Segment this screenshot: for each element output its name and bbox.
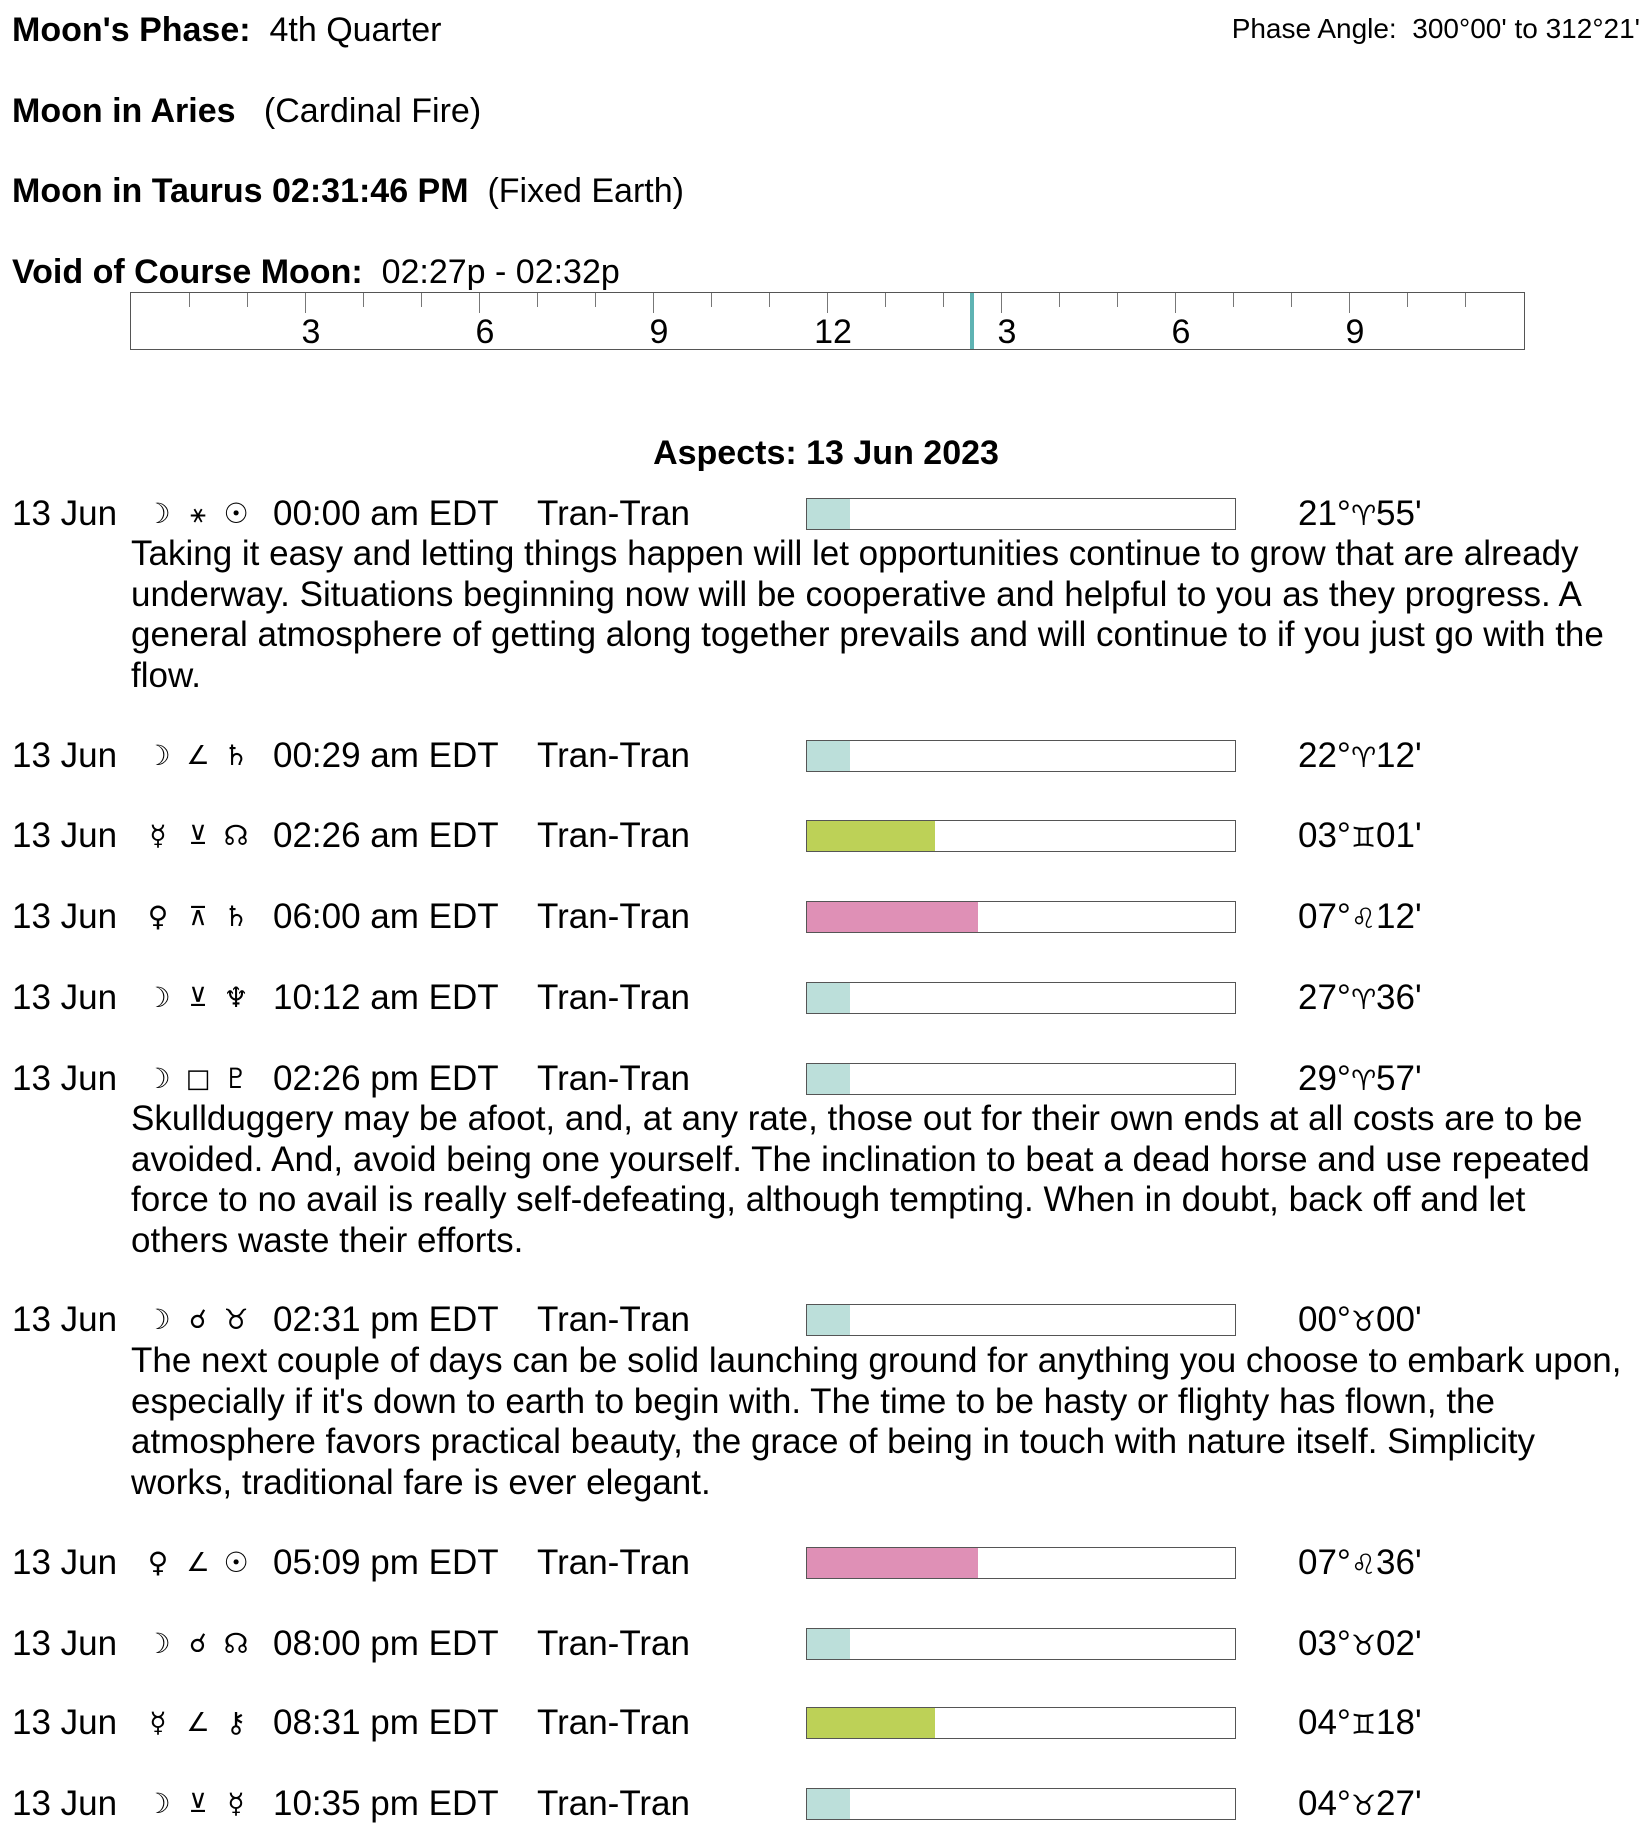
moon-sign-taurus [12, 171, 684, 211]
aspect-date: 13 Jun [12, 1784, 118, 1823]
aspect-row [0, 1543, 1652, 1583]
aspect-row [0, 1784, 1652, 1824]
aspect-position [1298, 1784, 1422, 1826]
aspect-type: Tran-Tran [537, 1300, 690, 1339]
zodiac-sign-icon: ♈ [1350, 499, 1377, 532]
aspect-interpretation: The next couple of days can be solid launching ground for anything you choose to embark upon, especially if it's down to earth to begin with. The time to be hasty or flighty has flown, the atmosphere favors practical beauty, the grace of being in touch with nature itself. Simplicity works, traditional fare is ever elegant. [131, 1341, 1622, 1502]
aspect-strength-bar [806, 1628, 1236, 1660]
aspect-row [0, 1300, 1652, 1340]
position-minutes: 02' [1376, 1624, 1422, 1663]
aspect-row [0, 1624, 1652, 1664]
aspect-position [1298, 494, 1422, 536]
day-timeline [130, 292, 1525, 350]
planet-glyph-icon: ♀ [147, 900, 169, 933]
aspect-type: Tran-Tran [537, 1784, 690, 1823]
position-minutes: 36' [1376, 978, 1422, 1017]
aspect-date: 13 Jun [12, 736, 118, 775]
timeline-tick [1233, 293, 1234, 307]
aspect-date: 13 Jun [12, 897, 118, 936]
timeline-tick [189, 293, 190, 307]
planet-glyph-icon: ♄ [223, 739, 249, 772]
zodiac-sign-icon: ♉ [1350, 1305, 1377, 1338]
aspect-glyph-icon: ⊻ [188, 821, 208, 851]
aspect-position [1298, 897, 1422, 939]
position-minutes: 12' [1376, 736, 1422, 775]
aspect-strength-fill [807, 1305, 850, 1335]
aspect-position [1298, 1624, 1422, 1666]
aspect-date: 13 Jun [12, 1624, 118, 1663]
aspect-time: 06:00 am EDT [273, 897, 499, 936]
aspect-position [1298, 816, 1422, 858]
planet-glyph-icon: ☽ [145, 1303, 171, 1336]
aspect-strength-fill [807, 1548, 978, 1578]
timeline-tick [827, 293, 828, 313]
aspect-date: 13 Jun [12, 494, 118, 533]
aspect-row [0, 1059, 1652, 1099]
aspect-type: Tran-Tran [537, 816, 690, 855]
moon-sign-aries [12, 91, 481, 131]
aspect-glyph-icon: ⊼ [188, 902, 208, 932]
moon-sign-aries-quality: (Cardinal Fire) [263, 92, 482, 130]
aspect-position [1298, 1300, 1422, 1342]
timeline-tick-label: 3 [997, 313, 1017, 351]
void-of-course-value: 02:27p - 02:32p [381, 253, 620, 291]
position-minutes: 01' [1376, 816, 1422, 855]
aspect-strength-bar [806, 740, 1236, 772]
position-degrees: 04° [1298, 1784, 1351, 1823]
timeline-tick [1175, 293, 1176, 313]
aspect-strength-fill [807, 983, 850, 1013]
aspect-strength-fill [807, 1789, 850, 1819]
timeline-tick [653, 293, 654, 313]
zodiac-sign-icon: ♌ [1350, 1548, 1377, 1581]
zodiac-sign-icon: ♉ [1350, 1789, 1377, 1822]
aspect-strength-bar [806, 982, 1236, 1014]
timeline-tick [479, 293, 480, 313]
aspect-interpretation: Taking it easy and letting things happen will let opportunities continue to grow that are already underway. Situations beginning now will be cooperative and helpful to you as they progress. A general atmosphere of getting along together prevails and will continue to if you just go with the flow. [131, 534, 1604, 695]
planet-glyph-icon: ♉ [223, 1303, 249, 1336]
position-degrees: 07° [1298, 1543, 1351, 1582]
timeline-tick [1291, 293, 1292, 307]
timeline-tick-label: 6 [475, 313, 495, 351]
current-time-marker [970, 293, 974, 349]
planet-glyph-icon: ☽ [145, 497, 171, 530]
aspect-glyph-icon: ∠ [186, 741, 210, 771]
zodiac-sign-icon: ♉ [1350, 1629, 1377, 1662]
aspect-type: Tran-Tran [537, 494, 690, 533]
aspect-type: Tran-Tran [537, 1543, 690, 1582]
aspect-type: Tran-Tran [537, 1059, 690, 1098]
planet-glyph-icon: ☽ [145, 1627, 171, 1660]
planet-glyph-icon: ☿ [227, 1787, 245, 1820]
position-degrees: 00° [1298, 1300, 1351, 1339]
aspect-strength-fill [807, 821, 935, 851]
timeline-tick-label: 12 [814, 313, 852, 351]
planet-glyph-icon: ☉ [223, 497, 249, 530]
zodiac-sign-icon: ♈ [1350, 983, 1377, 1016]
aspect-time: 10:12 am EDT [273, 978, 499, 1017]
aspect-time: 08:31 pm EDT [273, 1703, 499, 1742]
planet-glyph-icon: ♆ [223, 981, 249, 1014]
planet-glyph-icon: ♇ [223, 1062, 249, 1095]
timeline-tick [247, 293, 248, 307]
timeline-tick [1465, 293, 1466, 307]
aspect-strength-bar [806, 1547, 1236, 1579]
timeline-tick [943, 293, 944, 307]
timeline-tick-label: 9 [1345, 313, 1365, 351]
aspect-strength-bar [806, 1707, 1236, 1739]
phase-angle [1232, 12, 1640, 46]
position-minutes: 18' [1376, 1703, 1422, 1742]
planet-glyph-icon: ♀ [147, 1546, 169, 1579]
aspect-time: 02:31 pm EDT [273, 1300, 499, 1339]
planet-glyph-icon: ☿ [149, 1706, 167, 1739]
planet-glyph-icon: ☉ [223, 1546, 249, 1579]
timeline-tick [1407, 293, 1408, 307]
timeline-tick [1117, 293, 1118, 307]
timeline-tick-label: 3 [301, 313, 321, 351]
position-minutes: 27' [1376, 1784, 1422, 1823]
aspect-time: 10:35 pm EDT [273, 1784, 499, 1823]
aspect-strength-fill [807, 1708, 935, 1738]
aspect-type: Tran-Tran [537, 736, 690, 775]
position-degrees: 03° [1298, 1624, 1351, 1663]
planet-glyph-icon: ☊ [223, 819, 249, 852]
aspect-date: 13 Jun [12, 978, 118, 1017]
aspect-strength-fill [807, 499, 850, 529]
timeline-tick-label: 9 [649, 313, 669, 351]
position-minutes: 55' [1376, 494, 1422, 533]
timeline-tick [885, 293, 886, 307]
position-minutes: 36' [1376, 1543, 1422, 1582]
aspect-position [1298, 1703, 1422, 1745]
timeline-tick [537, 293, 538, 307]
aspect-time: 00:00 am EDT [273, 494, 499, 533]
moon-sign-taurus-label: Moon in Taurus 02:31:46 PM [12, 172, 469, 210]
position-degrees: 07° [1298, 897, 1351, 936]
aspect-date: 13 Jun [12, 1543, 118, 1582]
zodiac-sign-icon: ♌ [1350, 902, 1377, 935]
aspect-strength-fill [807, 1629, 850, 1659]
timeline-tick-label: 6 [1171, 313, 1191, 351]
aspect-type: Tran-Tran [537, 897, 690, 936]
timeline-tick [1059, 293, 1060, 307]
planet-glyph-icon: ☽ [145, 981, 171, 1014]
moon-phase-label: Moon's Phase: [12, 11, 251, 49]
aspect-strength-bar [806, 1788, 1236, 1820]
timeline-tick [711, 293, 712, 307]
aspect-strength-fill [807, 741, 850, 771]
aspect-date: 13 Jun [12, 816, 118, 855]
aspect-strength-bar [806, 1304, 1236, 1336]
aspect-row [0, 978, 1652, 1018]
aspect-time: 00:29 am EDT [273, 736, 499, 775]
aspect-type: Tran-Tran [537, 1624, 690, 1663]
aspect-glyph-icon: ∠ [186, 1708, 210, 1738]
aspect-strength-bar [806, 498, 1236, 530]
aspect-glyph-icon: ⚹ [190, 499, 206, 529]
aspect-row [0, 816, 1652, 856]
aspect-date: 13 Jun [12, 1059, 118, 1098]
zodiac-sign-icon: ♊ [1350, 1708, 1377, 1741]
aspect-strength-fill [807, 902, 978, 932]
timeline-tick [595, 293, 596, 307]
position-degrees: 21° [1298, 494, 1351, 533]
timeline-tick [1349, 293, 1350, 313]
moon-sign-taurus-quality: (Fixed Earth) [487, 172, 684, 210]
aspect-date: 13 Jun [12, 1703, 118, 1742]
aspect-row [0, 494, 1652, 534]
aspect-glyph-icon: ☌ [189, 1305, 207, 1335]
aspect-position [1298, 978, 1422, 1020]
aspect-glyph-icon: ☌ [189, 1629, 207, 1659]
aspect-position [1298, 736, 1422, 778]
aspect-row [0, 897, 1652, 937]
void-of-course [12, 252, 620, 292]
planet-glyph-icon: ⚷ [225, 1706, 247, 1739]
aspect-time: 02:26 pm EDT [273, 1059, 499, 1098]
aspect-time: 05:09 pm EDT [273, 1543, 499, 1582]
position-minutes: 12' [1376, 897, 1422, 936]
aspect-glyph-icon: ⊻ [188, 983, 208, 1013]
aspect-strength-bar [806, 1063, 1236, 1095]
aspect-strength-bar [806, 901, 1236, 933]
moon-sign-aries-label: Moon in Aries [12, 92, 236, 130]
phase-angle-label: Phase Angle: [1231, 13, 1397, 44]
aspect-glyph-icon: ∠ [186, 1548, 210, 1578]
timeline-tick [305, 293, 306, 313]
aspects-title: Aspects: 13 Jun 2023 [653, 434, 999, 472]
aspect-row [0, 736, 1652, 776]
aspect-position [1298, 1059, 1422, 1101]
aspect-type: Tran-Tran [537, 1703, 690, 1742]
position-degrees: 03° [1298, 816, 1351, 855]
void-of-course-label: Void of Course Moon: [12, 253, 363, 291]
moon-phase-value: 4th Quarter [269, 11, 442, 49]
aspect-type: Tran-Tran [537, 978, 690, 1017]
timeline-tick [769, 293, 770, 307]
position-degrees: 04° [1298, 1703, 1351, 1742]
aspect-time: 08:00 pm EDT [273, 1624, 499, 1663]
aspect-strength-bar [806, 820, 1236, 852]
aspect-strength-fill [807, 1064, 850, 1094]
timeline-tick [421, 293, 422, 307]
zodiac-sign-icon: ♊ [1350, 821, 1377, 854]
moon-phase [12, 10, 441, 50]
position-degrees: 29° [1298, 1059, 1351, 1098]
zodiac-sign-icon: ♈ [1350, 1064, 1377, 1097]
aspect-position [1298, 1543, 1422, 1585]
position-minutes: 57' [1376, 1059, 1422, 1098]
timeline-tick [363, 293, 364, 307]
planet-glyph-icon: ☽ [145, 1787, 171, 1820]
aspect-glyph-icon: ⊻ [188, 1789, 208, 1819]
planet-glyph-icon: ☽ [145, 1062, 171, 1095]
aspect-time: 02:26 am EDT [273, 816, 499, 855]
timeline-tick [1001, 293, 1002, 313]
aspect-interpretation: Skullduggery may be afoot, and, at any rate, those out for their own ends at all costs are to be avoided. And, avoid being one yourself. The inclination to beat a dead horse and use repeated force to no avail is really self-defeating, although tempting. When in doubt, back off and let others waste their efforts. [131, 1099, 1590, 1260]
zodiac-sign-icon: ♈ [1350, 741, 1377, 774]
position-degrees: 22° [1298, 736, 1351, 775]
aspect-row [0, 1703, 1652, 1743]
planet-glyph-icon: ☿ [149, 819, 167, 852]
planet-glyph-icon: ♄ [223, 900, 249, 933]
aspect-glyph-icon: □ [185, 1064, 211, 1094]
phase-angle-value: 300°00' to 312°21' [1412, 13, 1640, 44]
planet-glyph-icon: ☽ [145, 739, 171, 772]
planet-glyph-icon: ☊ [223, 1627, 249, 1660]
aspect-date: 13 Jun [12, 1300, 118, 1339]
position-degrees: 27° [1298, 978, 1351, 1017]
position-minutes: 00' [1376, 1300, 1422, 1339]
